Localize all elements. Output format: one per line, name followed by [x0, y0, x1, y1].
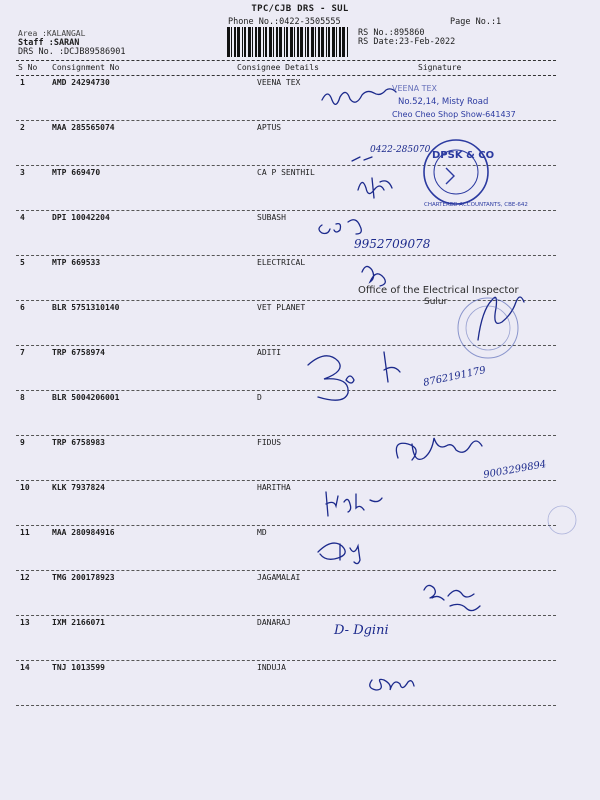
signature-9: [396, 438, 482, 460]
signature-3: [358, 178, 392, 198]
row-consignment-no: BLR 5751310140: [52, 303, 120, 312]
signature-14: [370, 679, 414, 690]
row10-faint-stamp: [548, 506, 576, 534]
col-consignment: Consignment No: [52, 63, 120, 72]
office-stamp-sub: Sulur: [424, 297, 448, 307]
row-consignee: VET PLANET: [257, 303, 306, 312]
row-consignment-no: TMG 200178923: [52, 573, 115, 582]
row-sno: 10: [20, 483, 30, 492]
stamp-veena-address: No.52,14, Misty Road: [398, 97, 489, 107]
signature-13-text: D- Dgini: [334, 623, 389, 638]
row-consignee: SUBASH: [257, 213, 286, 222]
row-sno: 7: [20, 348, 25, 357]
page-number: Page No.:1: [450, 17, 502, 27]
row-sno: 2: [20, 123, 25, 132]
signature-11: [318, 543, 360, 564]
svg-text:VEENA TEX: VEENA TEX: [392, 84, 438, 93]
row-consignment-no: MAA 280984916: [52, 528, 115, 537]
office-stamp: Office of the Electrical Inspector: [358, 285, 519, 296]
row-consignee: INDUJA: [257, 663, 286, 672]
row-consignment-no: TNJ 1013599: [52, 663, 105, 672]
signature-7: [308, 352, 400, 400]
row-consignee: CA P SENTHIL: [257, 168, 315, 177]
row-consignment-no: MTP 669533: [52, 258, 101, 267]
phone-note-row7: 8762191179: [422, 364, 487, 389]
dpsk-stamp-title: DPSK & CO: [432, 150, 495, 161]
row-sno: 1: [20, 78, 25, 87]
dpsk-stamp-sub: CHARTERED ACCOUNTANTS, CBE-642: [424, 202, 528, 208]
phone-note-row9: 9003299894: [482, 459, 548, 481]
col-consignee: Consignee Details: [237, 63, 319, 72]
row-sno: 8: [20, 393, 25, 402]
row-sno: 4: [20, 213, 25, 222]
phone-note-row3: 0422-285070: [370, 145, 431, 155]
row-consignee: D: [257, 393, 262, 402]
rs-number: RS No.:895860: [358, 28, 425, 38]
row-consignment-no: KLK 7937824: [52, 483, 105, 492]
row-consignee: APTUS: [257, 123, 282, 132]
row-consignee: DANARAJ: [257, 618, 291, 627]
row-consignment-no: DPI 10042204: [52, 213, 110, 222]
row-consignment-no: MAA 285565074: [52, 123, 115, 132]
row-sno: 6: [20, 303, 25, 312]
phone-note-row4: 9952709078: [354, 237, 431, 251]
signature-10: [326, 492, 382, 516]
phone-number: Phone No.:0422-3505555: [228, 17, 341, 27]
signature-5: [362, 266, 385, 286]
signature-4: [319, 220, 361, 234]
row-consignment-no: TRP 6758983: [52, 438, 105, 447]
stamp-veena-address-2: Cheo Cheo Shop Show-641437: [392, 110, 516, 119]
sulur-round-stamp: [458, 298, 518, 358]
document-title: TPC/CJB DRS - SUL: [251, 4, 349, 14]
row-consignee: FIDUS: [257, 438, 282, 447]
row-consignment-no: IXM 2166071: [52, 618, 105, 627]
row-consignee: JAGAMALAI: [257, 573, 301, 582]
row-sno: 3: [20, 168, 25, 177]
row-consignee: MD: [257, 528, 267, 537]
signature-1: [322, 89, 396, 104]
row-consignee: ELECTRICAL: [257, 258, 306, 267]
staff-label: Staff :SARAN: [18, 38, 80, 48]
col-signature: Signature: [418, 63, 462, 72]
row-consignee: HARITHA: [257, 483, 291, 492]
row-sno: 11: [20, 528, 30, 537]
rs-date: RS Date:23-Feb-2022: [358, 37, 456, 47]
row-sno: 14: [20, 663, 30, 672]
drs-number: DRS No. :DCJB89586901: [18, 47, 126, 57]
row-sno: 9: [20, 438, 25, 447]
row-consignment-no: AMD 24294730: [52, 78, 110, 87]
row-sno: 5: [20, 258, 25, 267]
stamp-veena: [392, 84, 438, 93]
row-consignment-no: MTP 669470: [52, 168, 101, 177]
row-sno: 13: [20, 618, 30, 627]
row-sno: 12: [20, 573, 30, 582]
row-consignment-no: TRP 6758974: [52, 348, 105, 357]
row-consignment-no: BLR 5004206001: [52, 393, 120, 402]
row-consignee: ADITI: [257, 348, 282, 357]
row-consignee: VEENA TEX: [257, 78, 301, 87]
col-sno: S No: [18, 63, 38, 72]
signature-12: [424, 585, 480, 610]
area-label: Area :KALANGAL: [18, 29, 86, 38]
